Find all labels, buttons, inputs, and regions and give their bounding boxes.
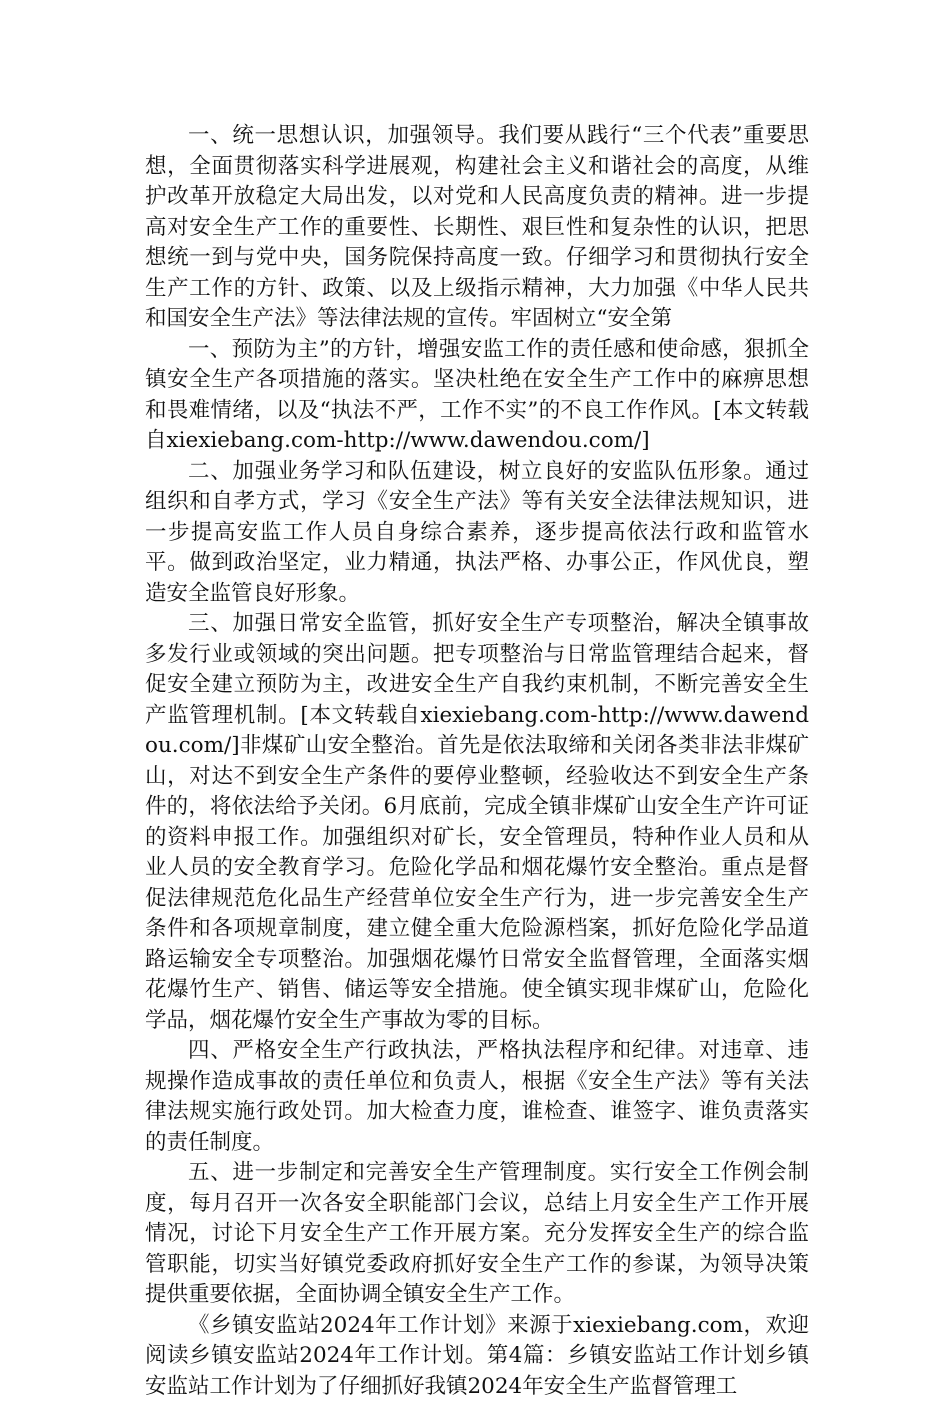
paragraph-2: 一、预防为主”的方针，增强安监工作的责任感和使命感，狠抓全镇安全生产各项措施的落实。坚决杜绝在安全生产工作中的麻痹思想和畏难情绪，以及“执法不严，工作不实”的不良工作作风。[本文转载自xiexiebang.com-http://www.dawendou.com/] <box>145 335 809 457</box>
paragraph-6: 五、进一步制定和完善安全生产管理制度。实行安全工作例会制度，每月召开一次各安全职能部门会议，总结上月安全生产工作开展情况，讨论下月安全生产工作开展方案。充分发挥安全生产的综合监管职能，切实当好镇党委政府抓好安全生产工作的参谋，为领导决策提供重要依据，全面协调全镇安全生产工作。 <box>145 1158 809 1311</box>
paragraph-1: 一、统一思想认识，加强领导。我们要从践行“三个代表”重要思想，全面贯彻落实科学进展观，构建社会主义和谐社会的高度，从维护改革开放稳定大局出发，以对党和人民高度负责的精神。进一步提高对安全生产工作的重要性、长期性、艰巨性和复杂性的认识，把思想统一到与党中央，国务院保持高度一致。仔细学习和贯彻执行安全生产工作的方针、政策、以及上级指示精神，大力加强《中华人民共和国安全生产法》等法律法规的宣传。牢固树立“安全第 <box>145 121 809 335</box>
paragraph-4: 三、加强日常安全监管，抓好安全生产专项整治，解决全镇事故多发行业或领域的突出问题。把专项整治与日常监管理结合起来，督促安全建立预防为主，改进安全生产自我约束机制，不断完善安全生产监管理机制。[本文转载自xiexiebang.com-http://www.dawendou.com/]非煤矿山安全整治。首先是依法取缔和关闭各类非法非煤矿山，对达不到安全生产条件的要停业整顿，经验收达不到安全生产条件的，将依法给予关闭。6月底前，完成全镇非煤矿山安全生产许可证的资料申报工作。加强组织对矿长，安全管理员，特种作业人员和从业人员的安全教育学习。危险化学品和烟花爆竹安全整治。重点是督促法律规范危化品生产经营单位安全生产行为，进一步完善安全生产条件和各项规章制度，建立健全重大危险源档案，抓好危险化学品道路运输安全专项整治。加强烟花爆竹日常安全监督管理，全面落实烟花爆竹生产、销售、储运等安全措施。使全镇实现非煤矿山，危险化学品，烟花爆竹安全生产事故为零的目标。 <box>145 609 809 1036</box>
paragraph-7: 《乡镇安监站2024年工作计划》来源于xiexiebang.com，欢迎阅读乡镇安监站2024年工作计划。第4篇：乡镇安监站工作计划乡镇安监站工作计划为了仔细抓好我镇2024年安全生产监督管理工 <box>145 1311 809 1402</box>
paragraph-5: 四、严格安全生产行政执法，严格执法程序和纪律。对违章、违规操作造成事故的责任单位和负责人，根据《安全生产法》等有关法律法规实施行政处罚。加大检查力度，谁检查、谁签字、谁负责落实的责任制度。 <box>145 1036 809 1158</box>
document-body <box>145 121 809 1402</box>
paragraph-3: 二、加强业务学习和队伍建设，树立良好的安监队伍形象。通过组织和自孝方式，学习《安全生产法》等有关安全法律法规知识，进一步提高安监工作人员自身综合素养，逐步提高依法行政和监管水平。做到政治坚定，业力精通，执法严格、办事公正，作风优良，塑造安全监管良好形象。 <box>145 457 809 610</box>
